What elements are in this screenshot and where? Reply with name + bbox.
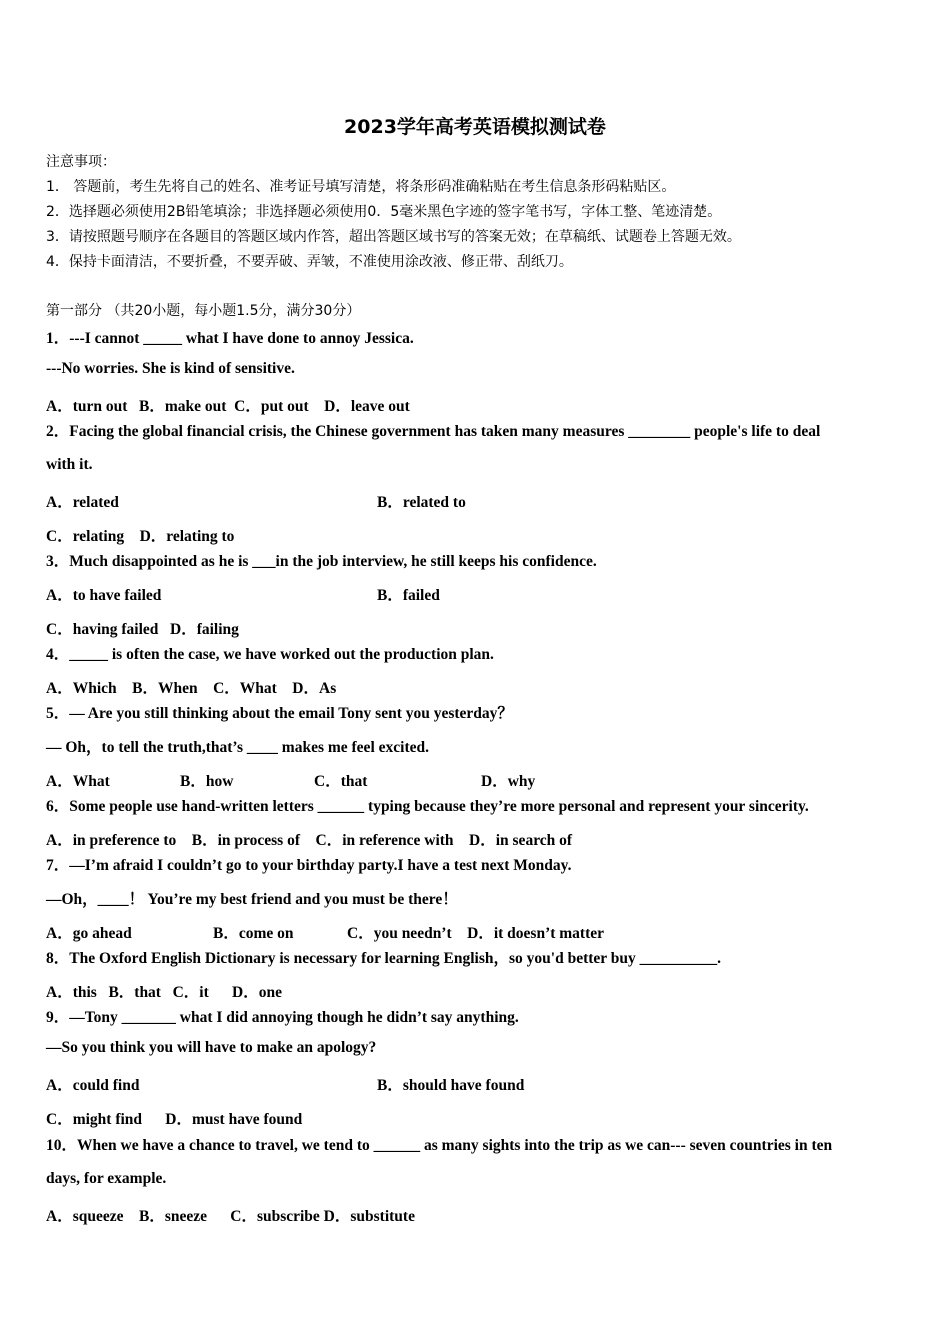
question-9-options-cd: C．might find D．must have found xyxy=(46,1111,303,1128)
question-3-option-b: B．failed xyxy=(377,587,440,604)
question-7-stem: 7．—I’m afraid I couldn’t go to your birthday party.I have a test next Monday. xyxy=(46,857,572,874)
question-2-stem-cont: with it. xyxy=(46,456,93,473)
notice-item-3: 3．请按照题号顺序在各题目的答题区域内作答，超出答题区域书写的答案无效；在草稿纸、试题卷上答题无效。 xyxy=(46,229,741,245)
question-2-options-cd: C．relating D．relating to xyxy=(46,528,235,545)
question-7-option-b: B．come on xyxy=(213,925,294,942)
question-7-reply: —Oh，____！ You’re my best friend and you must be there！ xyxy=(46,891,458,908)
question-5-option-c: C．that xyxy=(314,773,368,790)
question-10-stem: 10．When we have a chance to travel, we tend to ______ as many sights into the trip as we can--- seven countries in ten xyxy=(46,1137,833,1154)
question-4-stem: 4．_____ is often the case, we have worked out the production plan. xyxy=(46,646,494,663)
question-5-stem: 5．— Are you still thinking about the email Tony sent you yesterday？ xyxy=(46,705,513,722)
question-3-option-a: A．to have failed xyxy=(46,587,162,604)
question-1-options: A．turn out B．make out C．put out D．leave out xyxy=(46,398,410,415)
question-10-stem-cont: days, for example. xyxy=(46,1170,167,1187)
question-8-stem: 8．The Oxford English Dictionary is necessary for learning English，so you'd better buy __________. xyxy=(46,950,722,967)
question-2-option-a: A．related xyxy=(46,494,119,511)
question-8-options: A．this B．that C．it D．one xyxy=(46,984,282,1001)
question-2-stem: 2．Facing the global financial crisis, the Chinese government has taken many measures ________ people's life to deal xyxy=(46,423,821,440)
question-1-stem: 1．---I cannot _____ what I have done to annoy Jessica. xyxy=(46,330,414,347)
question-7-option-a: A．go ahead xyxy=(46,925,132,942)
question-9-option-a: A．could find xyxy=(46,1077,140,1094)
question-7-options-cd: C．you needn’t D．it doesn’t matter xyxy=(347,925,605,942)
notice-heading: 注意事项： xyxy=(46,154,116,170)
question-9-stem: 9．—Tony _______ what I did annoying though he didn’t say anything. xyxy=(46,1009,519,1026)
page-title: 2023学年高考英语模拟测试卷 xyxy=(344,116,606,138)
question-3-options-cd: C．having failed D．failing xyxy=(46,621,239,638)
question-5-option-b: B．how xyxy=(180,773,234,790)
notice-item-4: 4．保持卡面清洁，不要折叠，不要弄破、弄皱，不准使用涂改液、修正带、刮纸刀。 xyxy=(46,254,573,270)
question-6-options: A．in preference to B．in process of C．in reference with D．in search of xyxy=(46,832,573,849)
question-6-stem: 6．Some people use hand-written letters ______ typing because they’re more personal and represent your sincerity. xyxy=(46,798,809,815)
question-5-reply: — Oh，to tell the truth,that’s ____ makes me feel excited. xyxy=(46,739,429,756)
question-10-options: A．squeeze B．sneeze C．subscribe D．substitute xyxy=(46,1208,415,1225)
question-9-option-b: B．should have found xyxy=(377,1077,525,1094)
notice-item-1: 1． 答题前，考生先将自己的姓名、准考证号填写清楚，将条形码准确粘贴在考生信息条形码粘贴区。 xyxy=(46,179,676,195)
question-2-option-b: B．related to xyxy=(377,494,466,511)
question-5-option-d: D．why xyxy=(481,773,536,790)
question-4-options: A．Which B．When C．What D．As xyxy=(46,680,337,697)
notice-item-2: 2．选择题必须使用2B铅笔填涂；非选择题必须使用0．5毫米黑色字迹的签字笔书写，字体工整、笔迹清楚。 xyxy=(46,204,722,220)
question-1-reply: ---No worries. She is kind of sensitive. xyxy=(46,360,295,377)
question-5-option-a: A．What xyxy=(46,773,110,790)
question-3-stem: 3．Much disappointed as he is ___in the job interview, he still keeps his confidence. xyxy=(46,553,597,570)
question-9-reply: —So you think you will have to make an apology? xyxy=(46,1039,377,1056)
section-heading: 第一部分 （共20小题，每小题1.5分，满分30分） xyxy=(46,303,361,319)
